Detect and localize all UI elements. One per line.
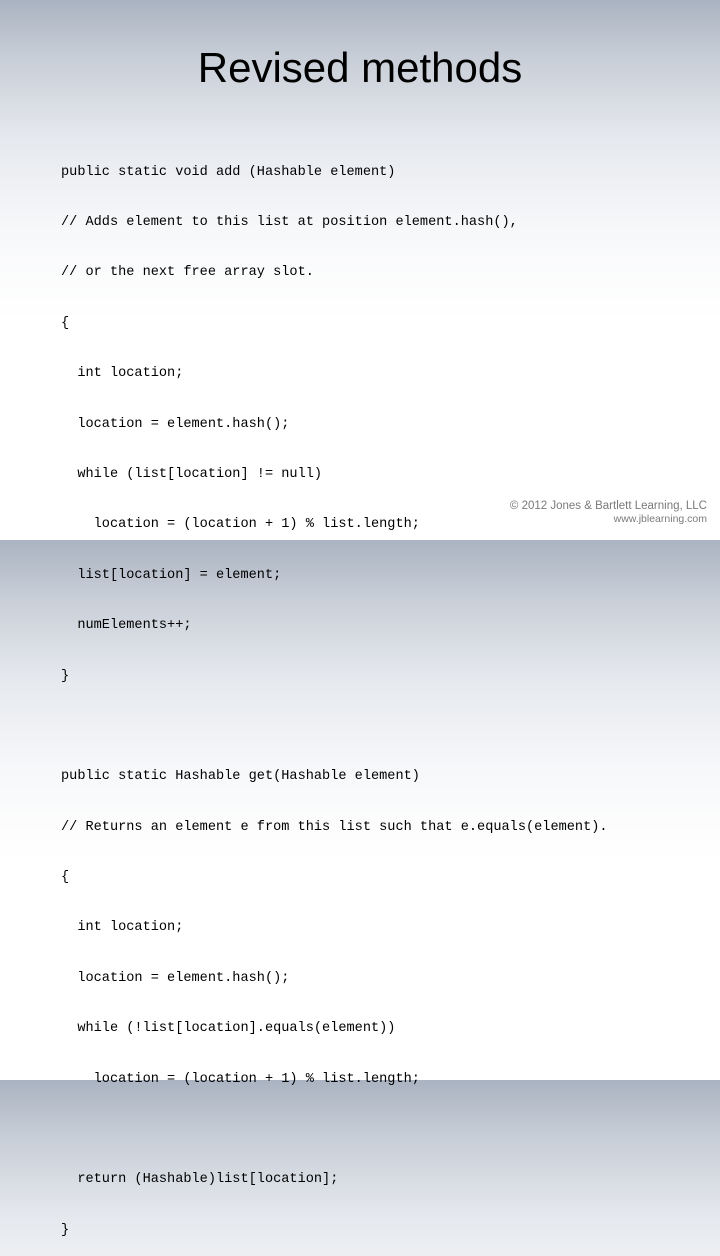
code-line: // Adds element to this list at position element.hash(),: [61, 214, 518, 230]
slide-title: Revised methods: [197, 44, 523, 91]
code-line: location = element.hash();: [61, 416, 290, 432]
code-line: int location;: [61, 920, 184, 936]
code-line: location = (location + 1) % list.length;: [61, 1071, 420, 1087]
code-line: while (list[location] != null): [61, 466, 323, 482]
code-line: }: [61, 1222, 70, 1238]
code-line: // or the next free array slot.: [61, 265, 314, 281]
code-line: return (Hashable)list[location];: [61, 1172, 339, 1188]
code-line: }: [61, 668, 70, 684]
code-line: {: [61, 315, 70, 331]
code-line: public static void add (Hashable element): [61, 164, 396, 180]
code-spacer: [61, 719, 608, 736]
code-line: location = (location + 1) % list.length;: [61, 517, 420, 533]
code-line: [61, 1122, 608, 1139]
code-line: {: [61, 870, 70, 886]
code-line: int location;: [61, 366, 184, 382]
copyright-notice: [510, 499, 707, 526]
code-line: while (!list[location].equals(element)): [61, 1021, 396, 1037]
code-line: public static Hashable get(Hashable element): [61, 769, 420, 785]
code-line: list[location] = element;: [61, 567, 282, 583]
code-listing: [61, 131, 608, 1256]
copyright-text: © 2012 Jones & Bartlett Learning, LLC: [509, 500, 707, 512]
code-line: location = element.hash();: [61, 970, 290, 986]
publisher-url: www.jblearning.com: [613, 513, 707, 525]
code-line: numElements++;: [61, 618, 192, 634]
code-line: // Returns an element e from this list such that e.equals(element).: [61, 819, 608, 835]
